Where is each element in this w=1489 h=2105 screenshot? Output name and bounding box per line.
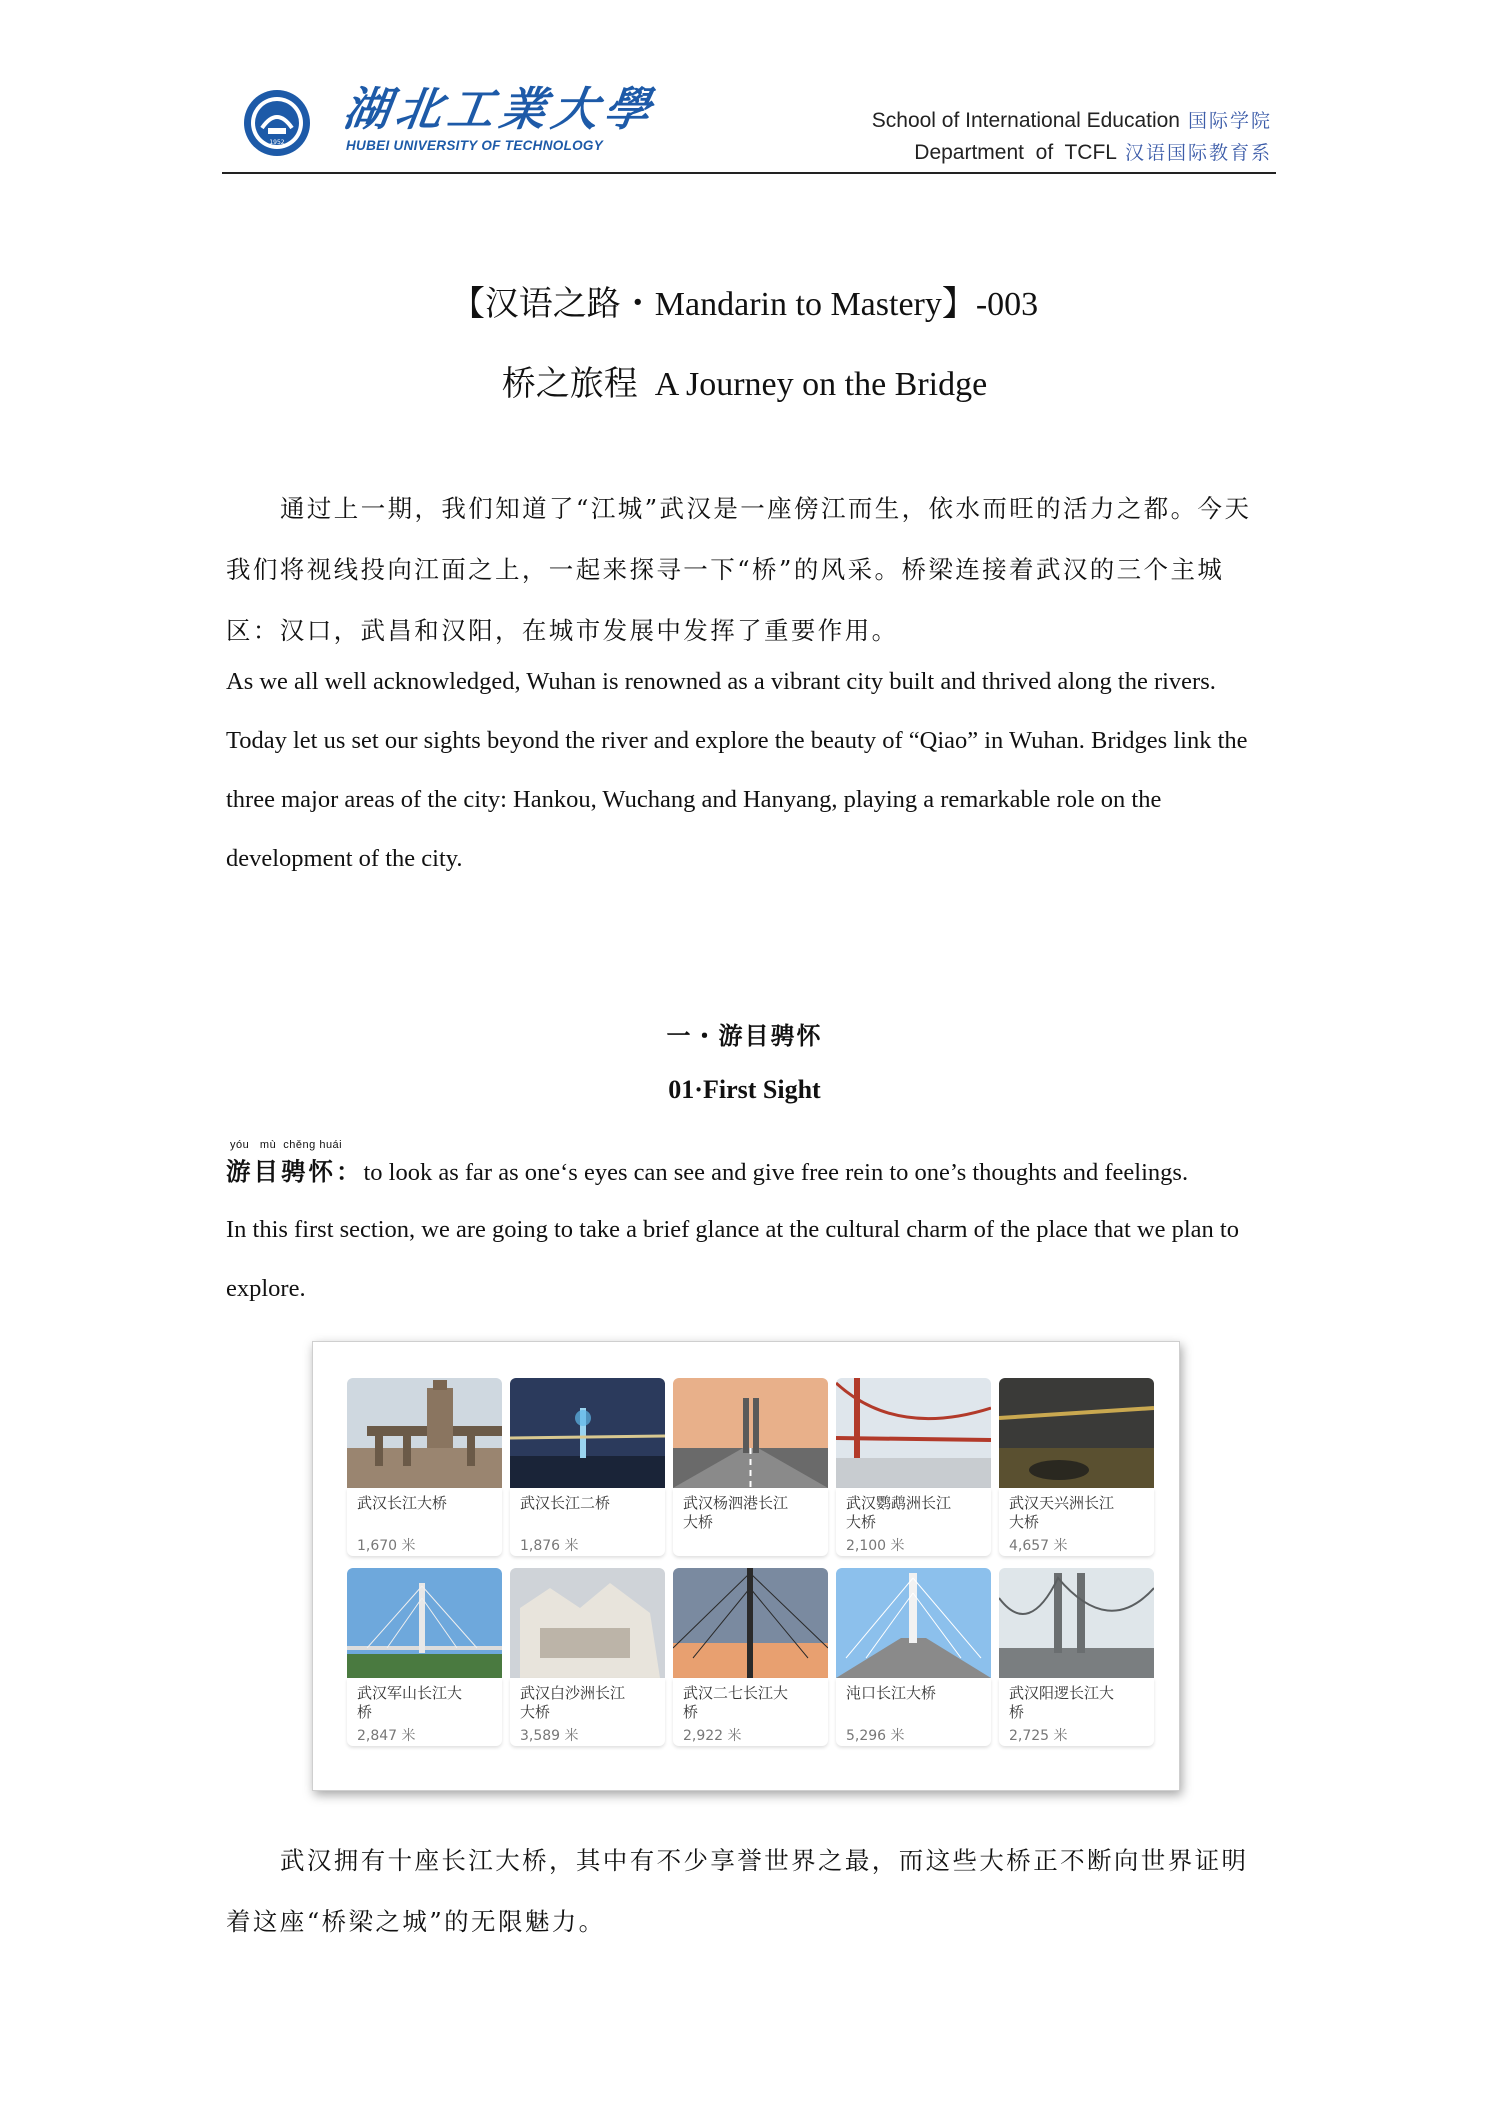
bridge-photo bbox=[999, 1378, 1154, 1488]
bridge-photo bbox=[673, 1378, 828, 1488]
svg-text:1952: 1952 bbox=[269, 139, 285, 146]
bridge-card[interactable] bbox=[836, 1378, 991, 1556]
school-en: School of International Education bbox=[871, 109, 1180, 132]
intro-chinese bbox=[226, 478, 1274, 661]
bridge-card[interactable] bbox=[510, 1378, 665, 1556]
bridge-card[interactable] bbox=[510, 1568, 665, 1752]
bridge-length: 1,670 米 bbox=[357, 1538, 416, 1554]
page-header bbox=[222, 82, 1276, 174]
bridge-card[interactable] bbox=[673, 1568, 828, 1752]
bridge-photo bbox=[999, 1568, 1154, 1678]
closing-chinese bbox=[226, 1830, 1274, 1952]
bridge-name: 武汉天兴洲长江大桥 bbox=[1009, 1494, 1115, 1531]
bridge-photo bbox=[347, 1378, 502, 1488]
bridge-name: 武汉白沙洲长江大桥 bbox=[520, 1684, 626, 1721]
logo-chinese-name: 湖北工業大學 bbox=[340, 82, 660, 136]
article-subtitle: 桥之旅程 A Journey on the Bridge bbox=[501, 366, 988, 403]
bridge-card[interactable] bbox=[347, 1378, 502, 1556]
bridge-length: 2,100 米 bbox=[846, 1538, 905, 1554]
bridge-photo bbox=[510, 1568, 665, 1678]
bridge-length: 3,589 米 bbox=[520, 1728, 579, 1744]
article-title: 【汉语之路・Mandarin to Mastery】-003 bbox=[450, 286, 1039, 323]
bridge-name: 武汉杨泗港长江大桥 bbox=[683, 1494, 789, 1531]
bridge-length: 2,922 米 bbox=[683, 1728, 742, 1744]
bridge-name: 武汉长江二桥 bbox=[520, 1494, 611, 1512]
logo-english-name: HUBEI UNIVERSITY OF TECHNOLOGY bbox=[346, 138, 604, 153]
bridge-name: 武汉阳逻长江大桥 bbox=[1009, 1684, 1115, 1721]
bridge-photo bbox=[347, 1568, 502, 1678]
bridge-photo bbox=[836, 1378, 991, 1488]
bridge-card[interactable] bbox=[673, 1378, 828, 1556]
department-line bbox=[914, 138, 1272, 165]
term-pinyin: yóu mù chěng huái bbox=[230, 1139, 343, 1151]
bridge-photo bbox=[510, 1378, 665, 1488]
section-body: In this first section, we are going to take a brief glance at the cultural charm of the place that we plan to explore. bbox=[226, 1216, 1239, 1302]
bridge-photo bbox=[836, 1568, 991, 1678]
bridge-name: 武汉二七长江大桥 bbox=[683, 1684, 789, 1721]
bridge-length: 2,725 米 bbox=[1009, 1728, 1068, 1744]
department-en: Department of TCFL bbox=[914, 141, 1117, 164]
bridge-card[interactable] bbox=[999, 1568, 1154, 1752]
bridge-length: 5,296 米 bbox=[846, 1728, 905, 1744]
bridge-name: 沌口长江大桥 bbox=[846, 1684, 937, 1702]
bridge-card[interactable] bbox=[347, 1568, 502, 1752]
bridge-length: 2,847 米 bbox=[357, 1728, 416, 1744]
intro-chinese-text: 通过上一期，我们知道了“江城”武汉是一座傍江而生，依水而旺的活力之都。今天我们将视线投向江面之上，一起来探寻一下“桥”的风采。桥梁连接着武汉的三个主城区：汉口，武昌和汉阳，在城市发展中发挥了重要作用。 bbox=[226, 494, 1252, 645]
bridge-length: 4,657 米 bbox=[1009, 1538, 1068, 1554]
bridge-photo bbox=[673, 1568, 828, 1678]
term-word: 游目骋怀： bbox=[226, 1157, 364, 1186]
bridge-name: 武汉鹦鹉洲长江大桥 bbox=[846, 1494, 952, 1531]
school-cn: 国际学院 bbox=[1187, 110, 1272, 132]
bridge-length: 1,876 米 bbox=[520, 1538, 579, 1554]
bridge-name: 武汉长江大桥 bbox=[357, 1494, 448, 1512]
department-cn: 汉语国际教育系 bbox=[1124, 142, 1272, 164]
university-emblem-icon bbox=[242, 88, 312, 158]
section-heading-chinese: 一・游目骋怀 bbox=[666, 1021, 823, 1050]
closing-chinese-text: 武汉拥有十座长江大桥，其中有不少享誉世界之最，而这些大桥正不断向世界证明着这座“桥梁之城”的无限魅力。 bbox=[226, 1846, 1249, 1936]
bridge-card[interactable] bbox=[836, 1568, 991, 1752]
intro-english: As we all well acknowledged, Wuhan is renowned as a vibrant city built and thrived along the rivers. Today let us set our sights beyond the river and explore the beauty of “Qiao” in Wuhan. Bridges link the three major areas of the city: Hankou, Wuchang and Hanyang, playing a remarkable role on the development of the city. bbox=[226, 668, 1248, 872]
bridge-name: 武汉军山长江大桥 bbox=[357, 1684, 463, 1721]
term-definition: to look as far as one‘s eyes can see and give free rein to one’s thoughts and feelings. bbox=[363, 1159, 1189, 1186]
section-heading-english: 01·First Sight bbox=[668, 1075, 821, 1104]
school-line bbox=[872, 106, 1272, 133]
bridge-card[interactable] bbox=[999, 1378, 1154, 1556]
term-definition-line bbox=[226, 1152, 1188, 1193]
bridge-gallery bbox=[312, 1341, 1180, 1791]
